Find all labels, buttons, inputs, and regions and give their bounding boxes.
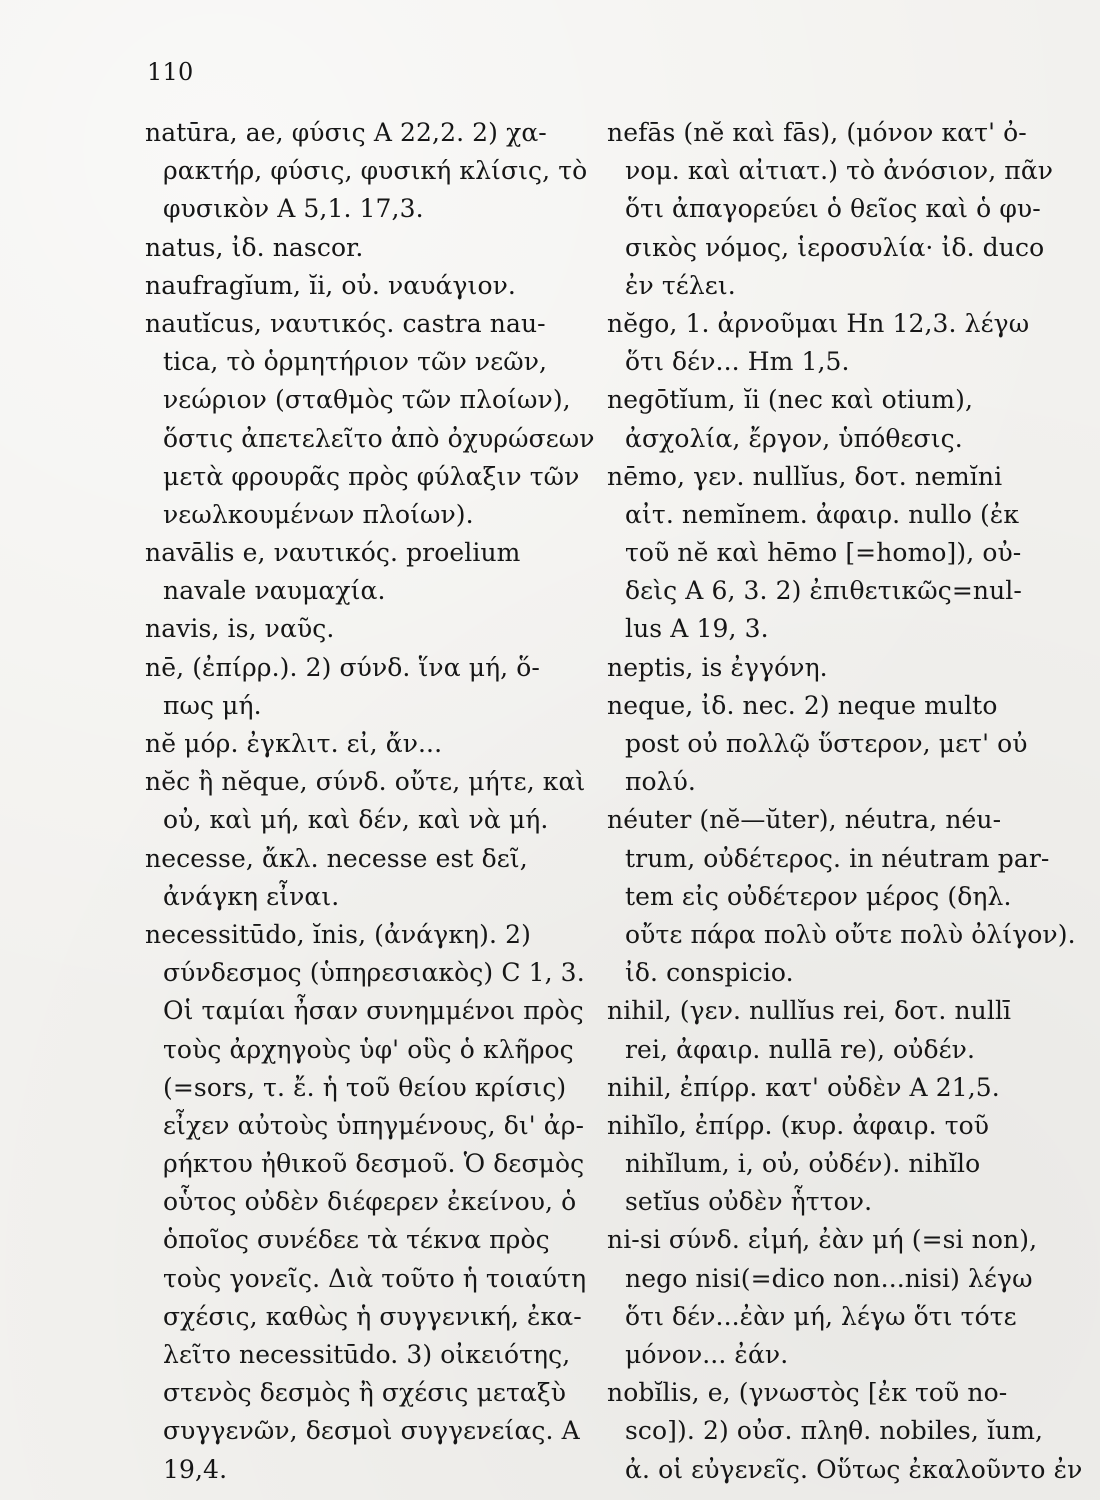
left-line-20: necesse, ἄκλ. necesse est δεῖ, [145,843,528,873]
right-line-4: σικὸς νόμος, ἱεροσυλία· ἰδ. duco [625,232,1045,262]
left-line-22: necessitūdo, ĭnis, (ἀνάγκη). 2) [145,919,531,949]
right-line-18: πολύ. [625,767,696,797]
right-line-27: nihĭlo, ἐπίρρ. (κυρ. ἀφαιρ. τοῦ [607,1110,990,1140]
right-line-15: neptis, is ἐγγόνη. [607,652,828,682]
right-line-5: ἐν τέλει. [625,270,736,300]
right-line-34: nobĭlis, e, (γνωστὸς [ἐκ τοῦ no- [607,1378,1008,1408]
right-line-1: nefās (nĕ καὶ fās), (μόνον κατ' ὀ- [607,118,1027,147]
right-line-19: néuter (nĕ—ŭter), néutra, néu- [607,805,1002,835]
left-line-16: πως μή. [163,690,262,720]
left-line-14: navis, is, ναῦς. [145,614,335,644]
left-line-18: nĕc ἢ nĕque, σύνδ. οὔτε, μήτε, καὶ [145,767,586,797]
left-line-10: μετὰ φρουρᾶς πρὸς φύλαξιν τῶν [163,461,580,491]
left-line-2: ρακτήρ, φύσις, φυσική κλίσις, τὸ [163,156,588,186]
right-line-13: δεὶς A 6, 3. 2) ἐπιθετικῶς=nul- [625,576,1022,606]
left-line-25: τοὺς ἀρχηγοὺς ὑφ' οὓς ὁ κλῆρος [163,1034,574,1064]
left-line-3: φυσικὸν A 5,1. 17,3. [163,194,424,224]
right-line-10: nēmo, γεν. nullĭus, δοτ. nemĭni [607,461,1003,491]
right-line-25: rei, ἀφαιρ. nullā re), οὐδέν. [625,1034,976,1064]
left-column [145,114,595,1489]
left-line-29: οὗτος οὐδὲν διέφερεν ἐκείνου, ὁ [163,1187,577,1217]
left-line-1: natūra, ae, φύσις A 22,2. 2) χα- [145,118,547,147]
left-line-34: στενὸς δεσμὸς ἢ σχέσις μεταξὺ [163,1378,567,1408]
right-line-9: ἀσχολία, ἔργον, ὑπόθεσις. [625,423,963,453]
left-line-32: σχέσις, καθὼς ἡ συγγενική, ἐκα- [163,1301,582,1331]
right-line-16: neque, ἰδ. nec. 2) neque multo [607,690,998,720]
right-line-32: ὅτι δέν...ἐὰν μή, λέγω ὅτι τότε [625,1301,1017,1331]
left-line-23: σύνδεσμος (ὑπηρεσιακὸς) C 1, 3. [163,958,585,988]
right-line-28: nihĭlum, i, οὐ, οὐδέν). nihĭlo [625,1149,981,1179]
right-line-7: ὅτι δέν... Hm 1,5. [625,347,850,377]
left-line-11: νεωλκουμένων πλοίων). [163,499,474,529]
right-line-22: οὔτε πάρα πολὺ οὔτε πολὺ ὀλίγον). [625,919,1076,949]
right-line-30: ni-si σύνδ. εἰμή, ἐὰν μή (=si non), [607,1225,1038,1255]
left-line-33: λεῖτο necessitūdo. 3) οἰκειότης, [163,1340,571,1369]
left-line-21: ἀνάγκη εἶναι. [163,881,340,911]
right-line-23: ἰδ. conspicio. [625,958,794,988]
right-line-8: negōtĭum, ĭi (nec καὶ otium), [607,385,973,415]
left-line-6: nautĭcus, ναυτικός. castra nau- [145,308,546,338]
left-line-31: τοὺς γονεῖς. Διὰ τοῦτο ἡ τοιαύτη [163,1263,587,1293]
right-line-12: τοῦ nĕ καὶ hēmo [=homo]), οὐ- [625,538,1022,568]
left-line-13: navale ναυμαχία. [163,576,386,606]
left-line-15: nē, (ἐπίρρ.). 2) σύνδ. ἵνα μή, ὅ- [145,652,540,682]
right-line-26: nihil, ἐπίρρ. κατ' οὐδὲν A 21,5. [607,1072,1000,1102]
left-line-5: naufragĭum, ĭi, οὐ. ναυάγιον. [145,270,516,300]
left-line-4: natus, ἰδ. nascor. [145,232,364,262]
right-column [607,114,1083,1489]
right-line-36: ἀ. οἱ εὐγενεῖς. Οὕτως ἐκαλοῦντο ἐν [625,1454,1083,1484]
left-line-8: νεώριον (σταθμὸς τῶν πλοίων), [163,385,571,415]
left-line-35: συγγενῶν, δεσμοὶ συγγενείας. A [163,1416,580,1446]
left-line-19: οὐ, καὶ μή, καὶ δέν, καὶ νὰ μή. [163,805,549,835]
right-line-11: αἰτ. nemĭnem. ἀφαιρ. nullo (ἐκ [625,499,1020,529]
page-number: 110 [147,58,194,86]
left-line-28: ρήκτου ἠθικοῦ δεσμοῦ. Ὁ δεσμὸς [163,1149,585,1179]
left-line-26: (=sors, τ. ἔ. ἡ τοῦ θείου κρίσις) [163,1072,567,1102]
right-line-21: tem εἰς οὐδέτερον μέρος (δηλ. [625,881,1012,911]
right-line-31: nego nisi(=dico non...nisi) λέγω [625,1263,1033,1293]
left-line-12: navālis e, ναυτικός. proelium [145,538,521,568]
right-line-29: setĭus οὐδὲν ἧττον. [625,1187,873,1217]
right-line-6: nĕgo, 1. ἀρνοῦμαι Hn 12,3. λέγω [607,308,1030,338]
right-line-2: νομ. καὶ αἰτιατ.) τὸ ἀνόσιον, πᾶν [625,156,1054,186]
left-line-30: ὁποῖος συνέδεε τὰ τέκνα πρὸς [163,1225,550,1255]
right-line-3: ὅτι ἀπαγορεύει ὁ θεῖος καὶ ὁ φυ- [625,194,1041,224]
left-line-9: ὅστις ἀπετελεῖτο ἀπὸ ὀχυρώσεων [163,423,595,453]
left-line-27: εἶχεν αὐτοὺς ὑπηγμένους, δι' ἀρ- [163,1110,585,1140]
right-line-20: trum, οὐδέτερος. in néutram par- [625,843,1050,873]
left-line-17: nĕ μόρ. ἐγκλιτ. εἰ, ἄν... [145,729,443,758]
right-line-14: lus A 19, 3. [625,614,769,644]
right-line-24: nihil, (γεν. nullĭus rei, δοτ. nullī [607,996,1012,1026]
left-line-36: 19,4. [163,1454,228,1484]
right-line-17: post οὐ πολλῷ ὕστερον, μετ' οὐ [625,729,1028,758]
right-line-33: μόνον... ἐάν. [625,1340,789,1369]
left-line-24: Οἱ ταμίαι ἦσαν συνημμένοι πρὸς [163,996,584,1026]
left-line-7: tica, τὸ ὁρμητήριον τῶν νεῶν, [163,347,548,377]
right-line-35: sco]). 2) οὐσ. πληθ. nobiles, ĭum, [625,1416,1044,1446]
